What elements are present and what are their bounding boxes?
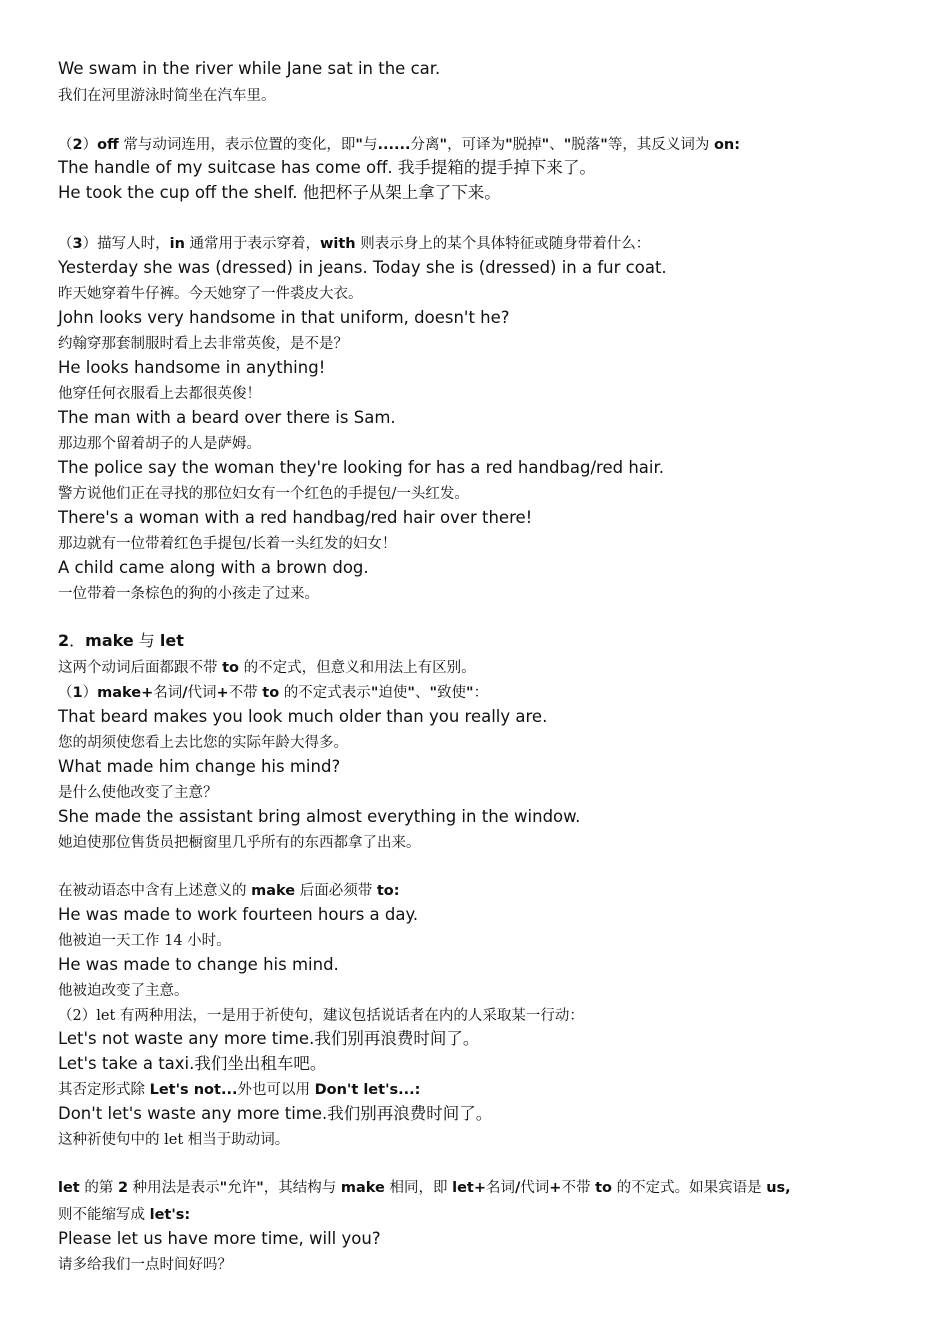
section-title: 2．make 与 let — [58, 631, 184, 650]
text-line: 其否定形式除 Let's not...外也可以用 Don't let's...: — [58, 1082, 421, 1098]
text-line: 那边就有一位带着红色手提包/长着一头红发的妇女！ — [58, 536, 397, 552]
text-line: Don't let's waste any more time.我们别再浪费时间了。 — [58, 1104, 493, 1123]
text-line: 她迫使那位售货员把橱窗里几乎所有的东西都拿了出来。 — [58, 835, 421, 851]
section-heading: （3）描写人时，in 通常用于表示穿着，with 则表示身上的某个具体特征或随身带着什么： — [58, 236, 651, 252]
text-line: 昨天她穿着牛仔裤。今天她穿了一件裘皮大衣。 — [58, 286, 363, 302]
section-heading: 在被动语态中含有上述意义的 make 后面必须带 to: — [58, 883, 400, 899]
text-line: Let's take a taxi.我们坐出租车吧。 — [58, 1054, 327, 1073]
text-line: 他被迫改变了主意。 — [58, 983, 189, 999]
text-line: 那边那个留着胡子的人是萨姆。 — [58, 436, 261, 452]
text-line: 则不能缩写成 let's: — [58, 1207, 191, 1223]
text-line: John looks very handsome in that uniform, doesn't he? — [58, 308, 510, 327]
section-heading: （2）off 常与动词连用，表示位置的变化，即"与......分离"，可译为"脱掉"、"脱落"等，其反义词为 on: — [58, 137, 741, 153]
text-line: 这种祈使句中的 let 相当于助动词。 — [58, 1132, 290, 1148]
text-line: 他穿任何衣服看上去都很英俊！ — [58, 386, 261, 402]
text-line: 请多给我们一点时间好吗？ — [58, 1257, 232, 1273]
text-line: Yesterday she was (dressed) in jeans. Today she is (dressed) in a fur coat. — [58, 258, 667, 277]
text-line: 您的胡须使您看上去比您的实际年龄大得多。 — [58, 735, 348, 751]
section-heading: （1）make+名词/代词+不带 to 的不定式表示"迫使"、"致使"： — [58, 685, 489, 701]
text-line: 是什么使他改变了主意？ — [58, 785, 218, 801]
text-line: He was made to work fourteen hours a day. — [58, 905, 419, 924]
text-line: She made the assistant bring almost everything in the window. — [58, 807, 581, 826]
text-line: Let's not waste any more time.我们别再浪费时间了。 — [58, 1029, 480, 1048]
text-line: 警方说他们正在寻找的那位妇女有一个红色的手提包/一头红发。 — [58, 486, 469, 502]
text-line: What made him change his mind? — [58, 757, 341, 776]
text-line: 约翰穿那套制服时看上去非常英俊，是不是？ — [58, 336, 348, 352]
text-line: The police say the woman they're looking for has a red handbag/red hair. — [58, 458, 665, 477]
text-line: He took the cup off the shelf. 他把杯子从架上拿了下来。 — [58, 183, 501, 202]
text-line: We swam in the river while Jane sat in the car. — [58, 59, 441, 78]
text-line: 我们在河里游泳时简坐在汽车里。 — [58, 88, 276, 104]
text-line: 这两个动词后面都跟不带 to 的不定式，但意义和用法上有区别。 — [58, 660, 476, 676]
text-line: That beard makes you look much older than you really are. — [58, 707, 548, 726]
text-line: A child came along with a brown dog. — [58, 558, 369, 577]
section-heading: let 的第 2 种用法是表示"允许"，其结构与 make 相同，即 let+名词/代词+不带 to 的不定式。如果宾语是 us, — [58, 1180, 791, 1196]
text-line: He looks handsome in anything! — [58, 358, 326, 377]
text-line: The handle of my suitcase has come off. 我手提箱的提手掉下来了。 — [58, 158, 596, 177]
text-line: He was made to change his mind. — [58, 955, 339, 974]
text-line: There's a woman with a red handbag/red hair over there! — [58, 508, 533, 527]
text-line: 一位带着一条棕色的狗的小孩走了过来。 — [58, 586, 319, 602]
section-heading: （2）let 有两种用法，一是用于祈使句，建议包括说话者在内的人采取某一行动： — [58, 1008, 584, 1024]
text-line: 他被迫一天工作 14 小时。 — [58, 933, 231, 949]
text-line: Please let us have more time, will you? — [58, 1229, 381, 1248]
text-line: The man with a beard over there is Sam. — [58, 408, 396, 427]
